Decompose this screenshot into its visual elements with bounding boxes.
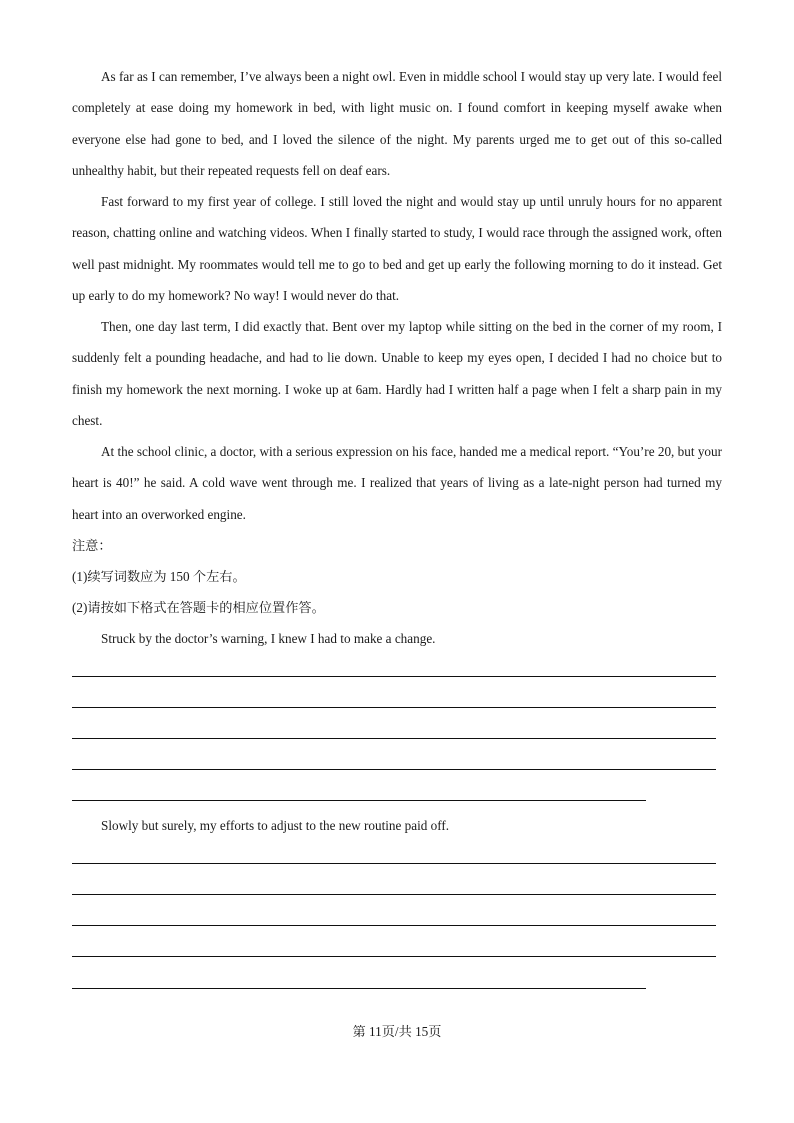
story-paragraph-3: Then, one day last term, I did exactly that. Bent over my laptop while sitting on the bed in the corner of my room, I suddenly felt a pounding headache, and had to lie down. Unable to keep my eyes open, I decided I had no choice but to finish my homework the next morning. I woke up at 6am. Hardly had I written half a page when I felt a sharp pain in my chest. (72, 319, 722, 428)
story-paragraph-2: Fast forward to my first year of college. I still loved the night and would stay up until unruly hours for no apparent reason, chatting online and watching videos. When I finally started to study, I would race through the assigned work, often well past midnight. My roommates would tell me to go to bed and get up early the following morning to do it instead. Get up early to do my homework? No way! I would never do that. (72, 194, 722, 303)
answer-line[interactable] (72, 925, 716, 926)
answer-line[interactable] (72, 956, 716, 957)
notes-heading: 注意： (72, 538, 112, 553)
writing-prompt-2: Slowly but surely, my efforts to adjust to the new routine paid off. (101, 818, 450, 833)
answer-line[interactable] (72, 676, 716, 677)
answer-line[interactable] (72, 738, 716, 739)
answer-line[interactable] (72, 988, 646, 989)
answer-line[interactable] (72, 800, 646, 801)
page-number: 第 11页/共 15页 (352, 1024, 442, 1039)
story-paragraph-4: At the school clinic, a doctor, with a serious expression on his face, handed me a medical report. “You’re 20, but your heart is 40!” he said. A cold wave went through me. I realized that years of living as a late-night person had turned my heart into an overworked engine. (72, 444, 722, 522)
answer-line[interactable] (72, 707, 716, 708)
story-paragraph-1: As far as I can remember, I’ve always been a night owl. Even in middle school I would stay up very late. I would feel completely at ease doing my homework in bed, with light music on. I found comfort in keeping myself awake when everyone else had gone to bed, and I loved the silence of the night. My parents urged me to get out of this so-called unhealthy habit, but their repeated requests fell on deaf ears. (72, 69, 722, 178)
note-item-2: (2)请按如下格式在答题卡的相应位置作答。 (72, 600, 325, 615)
note-item-1: (1)续写词数应为 150 个左右。 (72, 569, 246, 584)
answer-line[interactable] (72, 894, 716, 895)
answer-line[interactable] (72, 769, 716, 770)
answer-line[interactable] (72, 863, 716, 864)
writing-prompt-1: Struck by the doctor’s warning, I knew I had to make a change. (101, 631, 436, 646)
